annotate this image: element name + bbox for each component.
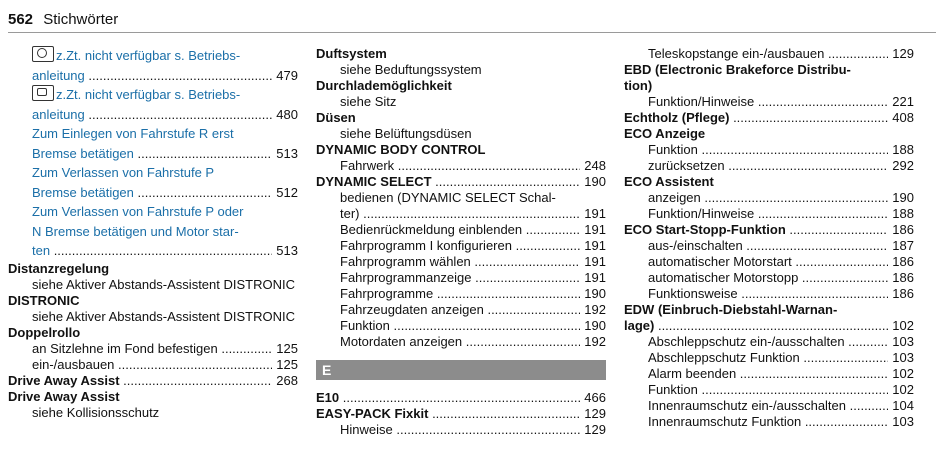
index-subentry <box>624 350 914 366</box>
entry-text: ter) ..... <box>340 206 606 221</box>
index-subentry <box>624 142 914 158</box>
page-ref: 479 <box>272 66 298 86</box>
index-subentry <box>316 62 606 78</box>
entry-text: Fahrprogramm wählen ..... <box>340 254 606 269</box>
index-heading <box>8 389 298 405</box>
page-ref: 466 <box>580 390 606 406</box>
page-ref: 188 <box>888 206 914 222</box>
entry-text: Durchlademöglichkeit <box>316 78 452 93</box>
index-heading <box>316 142 606 158</box>
entry-text: ECO Assistent <box>624 174 714 189</box>
page-ref: 408 <box>888 110 914 126</box>
entry-text: Funktion/Hinweise ..... <box>648 206 914 221</box>
cruise-control-icon <box>32 46 54 62</box>
page-ref: 102 <box>888 318 914 334</box>
car-lane-icon <box>32 85 54 101</box>
entry-text: Funktion ..... <box>648 382 914 397</box>
section-header: E <box>316 360 606 380</box>
index-heading <box>8 325 298 341</box>
entry-text: z.Zt. nicht verfügbar s. Betriebs- <box>56 87 241 102</box>
page-ref: 191 <box>580 222 606 238</box>
entry-text: ECO Anzeige <box>624 126 706 141</box>
index-subentry <box>624 270 914 286</box>
entry-text: siehe Beduftungssystem <box>340 62 482 77</box>
index-subentry <box>8 405 298 421</box>
index-heading <box>316 46 606 62</box>
index-subentry <box>8 277 298 293</box>
page-ref: 513 <box>272 144 298 164</box>
index-subentry <box>624 334 914 350</box>
entry-text: Fahrzeugdaten anzeigen ..... <box>340 302 606 317</box>
page-ref: 191 <box>580 238 606 254</box>
entry-text: EBD (Electronic Brakeforce Distribu- <box>624 62 851 77</box>
page-ref: 513 <box>272 241 298 261</box>
index-link[interactable] <box>8 241 298 261</box>
entry-text: ten ..... <box>32 243 298 258</box>
index-heading <box>316 110 606 126</box>
index-link[interactable] <box>8 144 298 164</box>
page-ref: 190 <box>888 190 914 206</box>
index-heading <box>624 222 914 238</box>
index-subentry <box>624 366 914 382</box>
entry-text: DISTRONIC <box>8 292 80 308</box>
entry-text: Bremse betätigen ..... <box>32 146 298 161</box>
index-link[interactable] <box>8 222 298 242</box>
page-ref: 186 <box>888 270 914 286</box>
index-subentry <box>316 94 606 110</box>
entry-text: Innenraumschutz ein-/ausschalten ..... <box>648 398 914 413</box>
page-ref: 190 <box>580 286 606 302</box>
entry-text: siehe Sitz <box>340 94 397 109</box>
index-subentry <box>624 254 914 270</box>
entry-text: EDW (Einbruch-Diebstahl-Warnan- <box>624 302 838 317</box>
entry-text: automatischer Motorstopp ..... <box>648 270 914 285</box>
index-subentry <box>624 414 914 430</box>
page-ref: 103 <box>888 334 914 350</box>
entry-text: Fahrprogramm I konfigurieren ..... <box>340 238 606 253</box>
entry-text: ECO Start-Stopp-Funktion ..... <box>624 222 914 237</box>
index-subentry <box>624 206 914 222</box>
entry-text: Zum Verlassen von Fahrstufe P <box>32 165 215 180</box>
index-column-1 <box>8 46 298 421</box>
index-heading <box>624 78 914 94</box>
entry-text: anleitung ..... <box>32 68 298 83</box>
page-ref: 512 <box>272 183 298 203</box>
page-header <box>8 10 936 33</box>
page-ref: 186 <box>888 286 914 302</box>
index-link[interactable] <box>8 46 298 66</box>
entry-text: Motordaten anzeigen ..... <box>340 334 606 349</box>
index-subentry <box>316 222 606 238</box>
entry-text: Abschleppschutz ein-/ausschalten ..... <box>648 334 914 349</box>
entry-text: Fahrprogramme ..... <box>340 286 606 301</box>
index-heading <box>8 373 298 389</box>
page-ref: 102 <box>888 382 914 398</box>
entry-text: Abschleppschutz Funktion ..... <box>648 350 914 365</box>
index-link[interactable] <box>8 183 298 203</box>
entry-text: Bedienrückmeldung einblenden ..... <box>340 222 606 237</box>
page-ref: 186 <box>888 254 914 270</box>
index-subentry <box>624 158 914 174</box>
index-link[interactable] <box>8 66 298 86</box>
entry-text: Düsen <box>316 110 356 125</box>
entry-text: Doppelrollo <box>8 324 81 340</box>
page-ref: 191 <box>580 206 606 222</box>
entry-text: automatischer Motorstart ..... <box>648 254 914 269</box>
index-subentry <box>624 398 914 414</box>
entry-text: Drive Away Assist <box>8 388 120 404</box>
entry-text: anleitung ..... <box>32 107 298 122</box>
index-heading <box>316 390 606 406</box>
page-ref: 102 <box>888 366 914 382</box>
page-ref: 292 <box>888 158 914 174</box>
page-title: Stichwörter <box>43 11 119 28</box>
entry-text: zurücksetzen ..... <box>648 158 914 173</box>
entry-text: Zum Verlassen von Fahrstufe P oder <box>32 204 244 219</box>
entry-text: DYNAMIC BODY CONTROL <box>316 142 486 157</box>
index-heading <box>624 110 914 126</box>
index-subentry <box>316 126 606 142</box>
entry-text: N Bremse betätigen und Motor star- <box>32 223 239 239</box>
entry-text: Zum Einlegen von Fahrstufe R erst <box>32 126 234 141</box>
index-link[interactable] <box>8 202 298 222</box>
index-link[interactable] <box>8 124 298 144</box>
index-subentry <box>316 206 606 222</box>
page-ref: 188 <box>888 142 914 158</box>
page-ref: 190 <box>580 318 606 334</box>
index-subentry <box>624 286 914 302</box>
page-ref: 221 <box>888 94 914 110</box>
entry-text: Fahrwerk ..... <box>340 158 606 173</box>
entry-text: siehe Belüftungsdüsen <box>340 126 472 141</box>
index-subentry <box>624 46 914 62</box>
page-ref: 129 <box>580 422 606 438</box>
page-number: 562 <box>8 11 34 28</box>
page-ref: 192 <box>580 334 606 350</box>
index-subentry <box>316 238 606 254</box>
page-ref: 125 <box>272 357 298 373</box>
page-ref: 190 <box>580 174 606 190</box>
index-subentry <box>316 302 606 318</box>
page-ref: 129 <box>888 46 914 62</box>
entry-text: ein-/ausbauen ..... <box>32 357 298 372</box>
index-heading <box>624 302 914 318</box>
index-heading <box>316 78 606 94</box>
index-subentry <box>316 190 606 206</box>
entry-text: z.Zt. nicht verfügbar s. Betriebs- <box>56 48 241 63</box>
entry-text: anzeigen ..... <box>648 190 914 205</box>
index-heading <box>8 293 298 309</box>
entry-text: Alarm beenden ..... <box>648 366 914 381</box>
entry-text: Fahrprogrammanzeige ..... <box>340 270 606 285</box>
index-subentry <box>316 286 606 302</box>
page-ref: 186 <box>888 222 914 238</box>
page-ref: 103 <box>888 350 914 366</box>
entry-text: siehe Kollisionsschutz <box>32 404 160 420</box>
index-subentry <box>316 422 606 438</box>
entry-text: lage) ..... <box>624 318 914 333</box>
index-subentry <box>624 238 914 254</box>
index-link[interactable] <box>8 105 298 125</box>
page-ref: 248 <box>580 158 606 174</box>
index-heading <box>624 62 914 78</box>
index-heading <box>624 174 914 190</box>
index-heading <box>316 174 606 190</box>
index-subentry <box>8 309 298 325</box>
index-subentry <box>624 190 914 206</box>
index-subentry <box>316 254 606 270</box>
entry-text: siehe Aktiver Abstands-Assistent DISTRONIC <box>32 276 295 292</box>
index-column-2 <box>316 46 606 438</box>
entry-text: Teleskopstange ein-/ausbauen ..... <box>648 46 914 61</box>
entry-text: Echtholz (Pflege) ..... <box>624 110 914 125</box>
index-subentry <box>316 158 606 174</box>
index-heading <box>316 406 606 422</box>
index-subentry <box>624 94 914 110</box>
page-ref: 192 <box>580 302 606 318</box>
index-heading <box>624 126 914 142</box>
page-ref: 125 <box>272 341 298 357</box>
entry-text: Funktion/Hinweise ..... <box>648 94 914 109</box>
entry-text: Hinweise ..... <box>340 422 606 437</box>
entry-text: Innenraumschutz Funktion ..... <box>648 414 914 429</box>
entry-text: E10 ..... <box>316 390 606 405</box>
index-heading <box>8 261 298 277</box>
page-ref: 129 <box>580 406 606 422</box>
page-ref: 187 <box>888 238 914 254</box>
page-ref: 268 <box>272 373 298 389</box>
index-column-3 <box>624 46 914 430</box>
entry-text: Funktion ..... <box>340 318 606 333</box>
entry-text: tion) <box>624 78 653 93</box>
index-subentry <box>624 382 914 398</box>
page-ref: 191 <box>580 254 606 270</box>
entry-text: Duftsystem <box>316 46 387 61</box>
page-ref: 191 <box>580 270 606 286</box>
entry-text: siehe Aktiver Abstands-Assistent DISTRONIC <box>32 308 295 324</box>
index-link[interactable] <box>8 163 298 183</box>
entry-text: Funktionsweise ..... <box>648 286 914 301</box>
index-subentry <box>316 318 606 334</box>
index-subentry <box>8 341 298 357</box>
page-ref: 104 <box>888 398 914 414</box>
entry-text: Funktion ..... <box>648 142 914 157</box>
page-ref: 103 <box>888 414 914 430</box>
index-subentry <box>316 270 606 286</box>
entry-text: DYNAMIC SELECT ..... <box>316 174 606 189</box>
index-subentry <box>316 334 606 350</box>
entry-text: an Sitzlehne im Fond befestigen ..... <box>32 341 298 356</box>
page-ref: 480 <box>272 105 298 125</box>
entry-text: EASY-PACK Fixkit ..... <box>316 406 606 421</box>
index-link[interactable] <box>8 85 298 105</box>
entry-text: Drive Away Assist ..... <box>8 373 298 388</box>
entry-text: aus-/einschalten ..... <box>648 238 914 253</box>
entry-text: Bremse betätigen ..... <box>32 185 298 200</box>
index-subentry <box>8 357 298 373</box>
entry-text: bedienen (DYNAMIC SELECT Schal- <box>340 190 556 205</box>
entry-text: Distanzregelung <box>8 260 110 276</box>
index-heading <box>624 318 914 334</box>
